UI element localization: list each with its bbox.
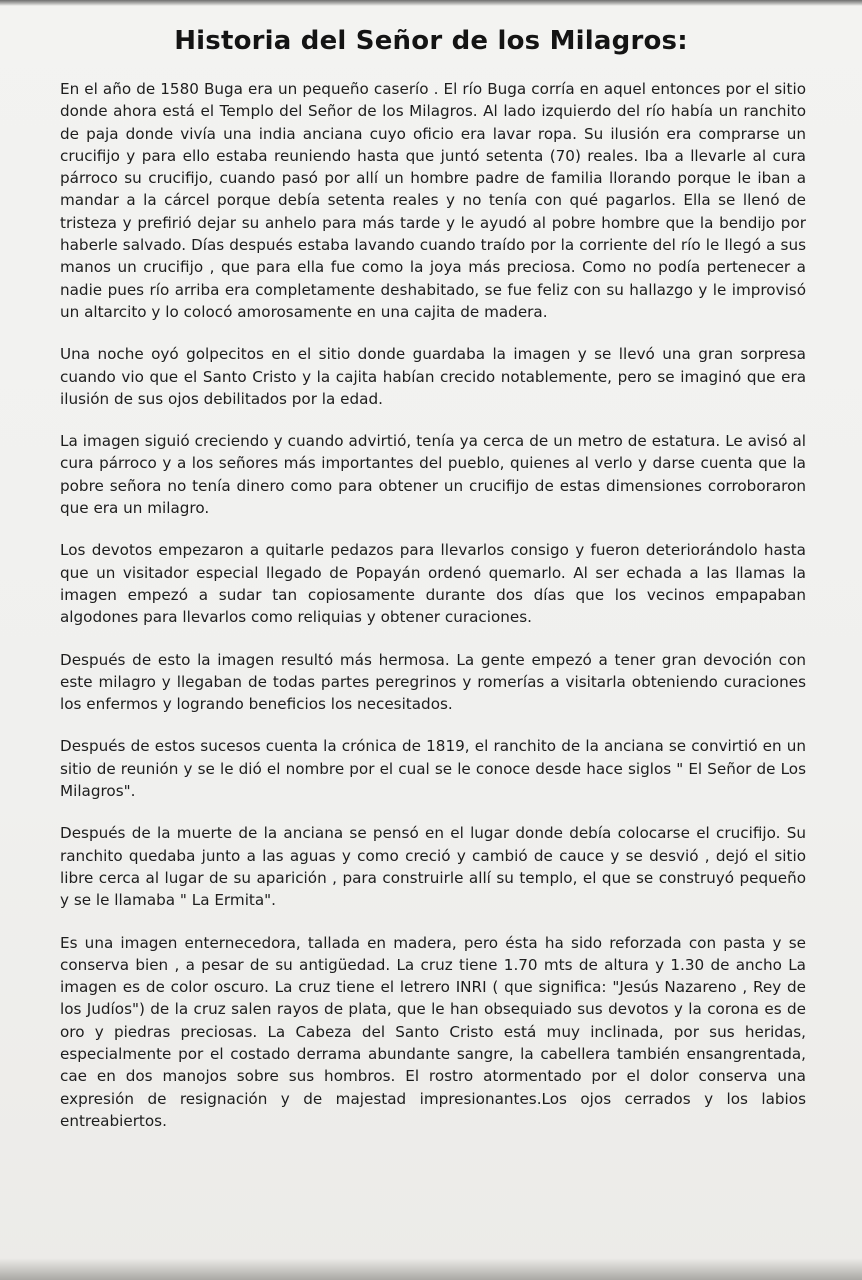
- document-body: [60, 78, 806, 1152]
- paragraph-devotees-fire: Los devotos empezaron a quitarle pedazos para llevarlos consigo y fueron deteriorándolo hasta que un visitador especial llegado de Popayán ordenó quemarlo. Al ser echada a las llamas la imagen empezó a sudar tan copiosamente durante dos días que los vecinos empapaban algodones para llevarlos como reliquias y obtener curaciones.: [60, 541, 806, 627]
- paragraph-image-growth: La imagen siguió creciendo y cuando advirtió, tenía ya cerca de un metro de estatura. Le avisó al cura párroco y a los señores más importantes del pueblo, quienes al verlo y darse cuenta que la pobre señora no tenía dinero como para obtener un crucifijo de estas dimensiones corroboraron que era un milagro.: [60, 432, 806, 518]
- paragraph-image-description: Es una imagen enternecedora, tallada en madera, pero ésta ha sido reforzada con pasta y se conserva bien , a pesar de su antigüedad. La cruz tiene 1.70 mts de altura y 1.30 de ancho La imagen es de color oscuro. La cruz tiene el letrero INRI ( que significa: "Jesús Nazareno , Rey de los Judíos") de la cruz salen rayos de plata, que le han obsequiado sus devotos y la corona es de oro y piedras preciosas. La Cabeza del Santo Cristo está muy inclinada, por sus heridas, especialmente por el costado derrama abundante sangre, la cabellera también ensangrentada, cae en dos manojos sobre sus hombros. El rostro atormentado por el dolor conserva una expresión de resignación y de majestad impresionantes.Los ojos cerrados y los labios entreabiertos.: [60, 933, 806, 1130]
- page-bottom-edge: [0, 1258, 862, 1280]
- paragraph-ermita: Después de la muerte de la anciana se pensó en el lugar donde debía colocarse el crucifijo. Su ranchito quedaba junto a las aguas y como creció y cambió de cauce y se desvió , dejó el sitio libre cerca al lugar de su aparición , para construirle allí su templo, el que se construyó pequeño y se le llamaba " La Ermita".: [60, 824, 806, 910]
- paragraph-pilgrims: Después de esto la imagen resultó más hermosa. La gente empezó a tener gran devoción con este milagro y llegaban de todas partes peregrinos y romerías a visitarla obteniendo curaciones los enfermos y logrando beneficios los necesitados.: [60, 650, 806, 714]
- document-title: Historia del Señor de los Milagros:: [174, 26, 688, 56]
- paragraph-chronicle-1819: Después de estos sucesos cuenta la crónica de 1819, el ranchito de la anciana se convirtió en un sitio de reunión y se le dió el nombre por el cual se le conoce desde hace siglos " El Señor de Los Milagros".: [60, 737, 806, 801]
- paragraph-night-knocking: Una noche oyó golpecitos en el sitio donde guardaba la imagen y se llevó una gran sorpresa cuando vio que el Santo Cristo y la cajita habían crecido notablemente, pero se imaginó que era ilusión de sus ojos debilitados por la edad.: [60, 345, 806, 408]
- page-top-edge: [0, 0, 862, 6]
- paragraph-origin-story: En el año de 1580 Buga era un pequeño caserío . El río Buga corría en aquel entonces por el sitio donde ahora está el Templo del Señor de los Milagros. Al lado izquierdo del río había un ranchito de paja donde vivía una india anciana cuyo oficio era lavar ropa. Su ilusión era comprarse un crucifijo y para ello estaba reuniendo hasta que juntó setenta (70) reales. Iba a llevarle al cura párroco su crucifijo, cuando pasó por allí un hombre padre de familia llorando porque le iban a mandar a la cárcel porque debía setenta reales y no tenía con qué pagarlos. Ella se llenó de tristeza y prefirió dejar su anhelo para más tarde y le ayudó al pobre hombre que la bendijo por haberle salvado. Días después estaba lavando cuando traído por la corriente del río le llegó a sus manos un crucifijo , que para ella fue como la joya más preciosa. Como no podía pertenecer a nadie pues río arriba era completamente deshabitado, se fue feliz con su hallazgo y le improvisó un altarcito y lo colocó amorosamente en una cajita de madera.: [60, 80, 806, 321]
